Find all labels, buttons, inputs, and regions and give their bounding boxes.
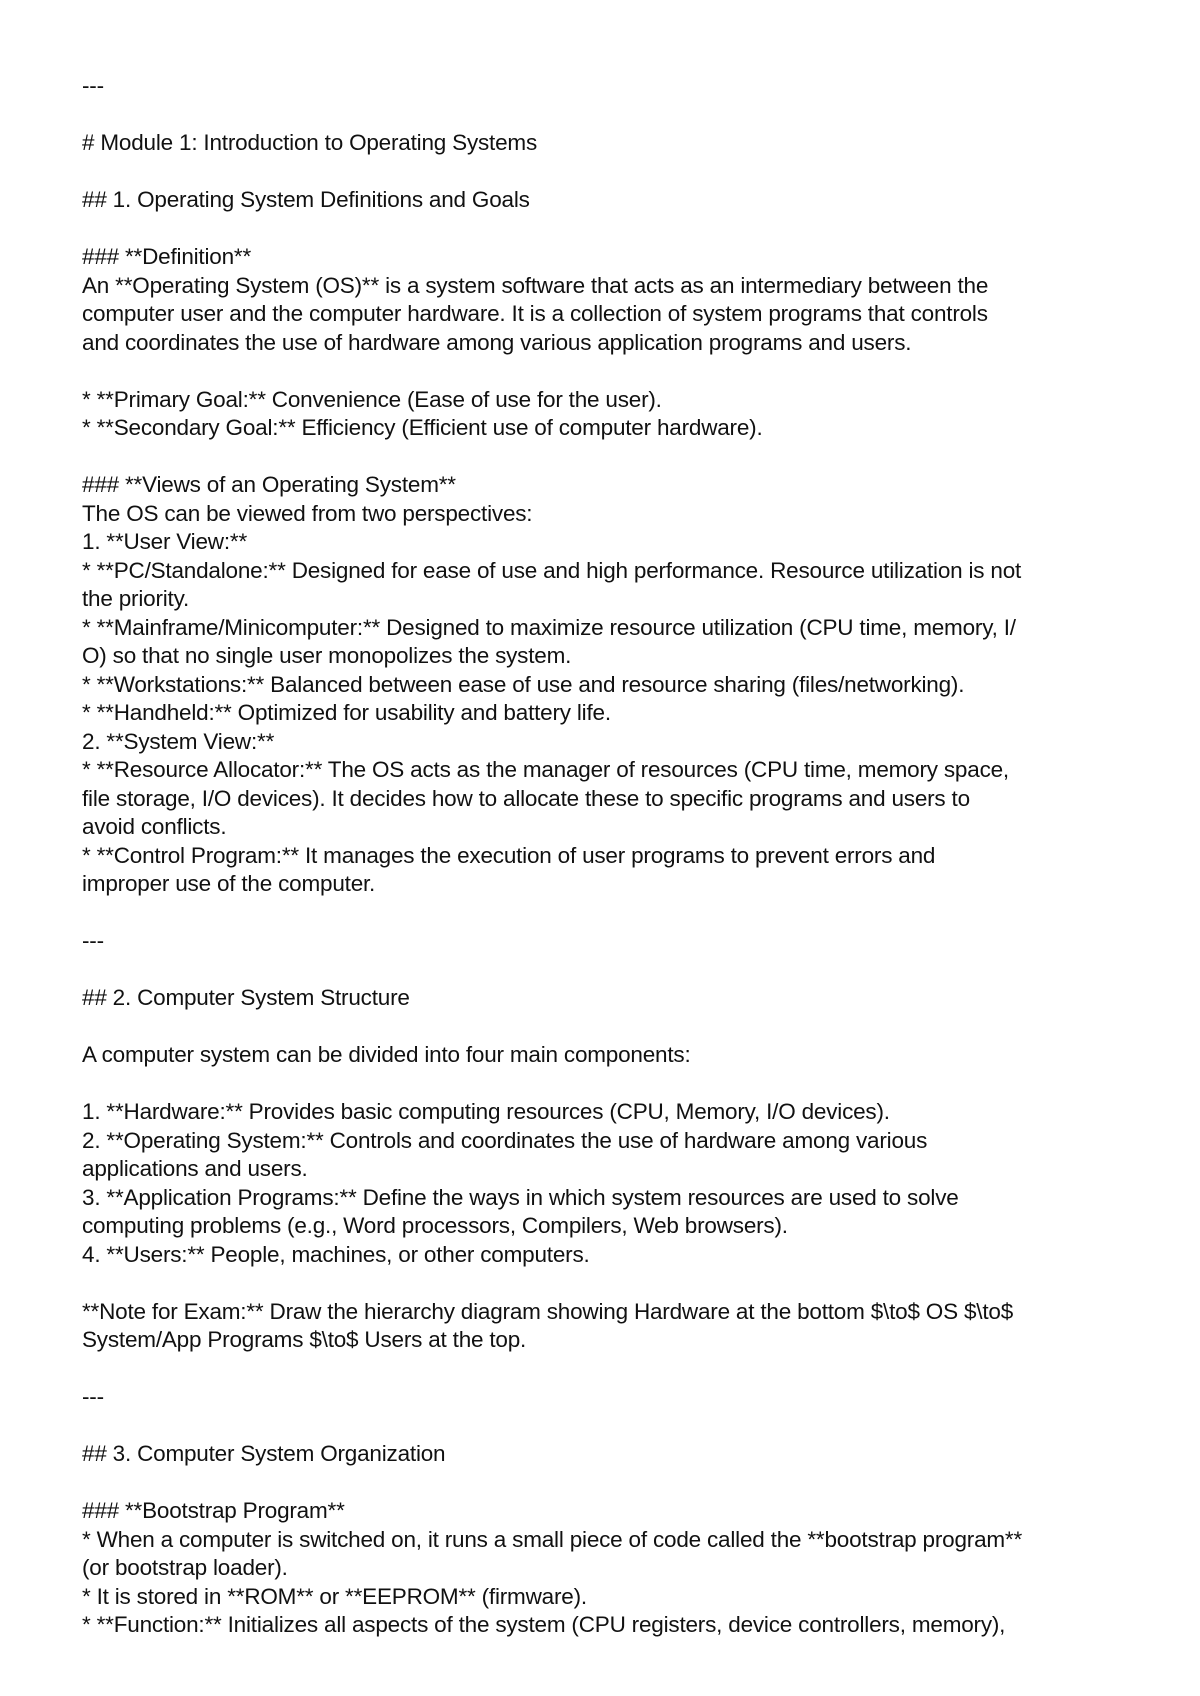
document-body bbox=[82, 72, 1142, 1640]
subsection-heading: ### **Definition** bbox=[82, 244, 252, 269]
blank-line bbox=[82, 1013, 1142, 1042]
text-line: **Note for Exam:** Draw the hierarchy diagram showing Hardware at the bottom $\to$ OS $\to$ bbox=[82, 1298, 1014, 1324]
text-line: System/App Programs $\to$ Users at the top. bbox=[82, 1327, 527, 1352]
numbered-item: 1. **User View:** bbox=[82, 529, 248, 554]
blank-line bbox=[82, 1269, 1142, 1298]
text-line: (or bootstrap loader). bbox=[82, 1555, 288, 1580]
text-line: computing problems (e.g., Word processors, Compilers, Web browsers). bbox=[82, 1213, 788, 1238]
section-heading: ## 2. Computer System Structure bbox=[82, 985, 410, 1010]
blank-line bbox=[82, 1355, 1142, 1384]
bullet-item: * When a computer is switched on, it runs a small piece of code called the **bootstrap program** bbox=[82, 1526, 1023, 1552]
numbered-item: 3. **Application Programs:** Define the ways in which system resources are used to solve bbox=[82, 1184, 959, 1210]
blank-line bbox=[82, 956, 1142, 985]
bullet-item: * It is stored in **ROM** or **EEPROM** (firmware). bbox=[82, 1583, 587, 1609]
bullet-item: * **Primary Goal:** Convenience (Ease of use for the user). bbox=[82, 386, 662, 412]
blank-line bbox=[82, 1070, 1142, 1099]
text-line: An **Operating System (OS)** is a system software that acts as an intermediary between the bbox=[82, 272, 989, 298]
blank-line bbox=[82, 443, 1142, 472]
horizontal-rule: --- bbox=[82, 73, 104, 98]
bullet-item: * **Function:** Initializes all aspects of the system (CPU registers, device controllers, memory), bbox=[82, 1612, 1006, 1637]
bullet-item: * **Resource Allocator:** The OS acts as the manager of resources (CPU time, memory space, bbox=[82, 757, 1009, 782]
horizontal-rule: --- bbox=[82, 1384, 104, 1409]
subsection-heading: ### **Bootstrap Program** bbox=[82, 1498, 345, 1523]
numbered-item: 1. **Hardware:** Provides basic computing resources (CPU, Memory, I/O devices). bbox=[82, 1099, 890, 1124]
text-line: avoid conflicts. bbox=[82, 814, 227, 839]
section-heading: ## 1. Operating System Definitions and Goals bbox=[82, 187, 530, 212]
module-title: # Module 1: Introduction to Operating Systems bbox=[82, 130, 537, 155]
text-line: file storage, I/O devices). It decides how to allocate these to specific programs and users to bbox=[82, 785, 970, 811]
bullet-item: * **Handheld:** Optimized for usability and battery life. bbox=[82, 700, 611, 725]
blank-line bbox=[82, 357, 1142, 386]
numbered-item: 4. **Users:** People, machines, or other computers. bbox=[82, 1241, 590, 1267]
blank-line bbox=[82, 1412, 1142, 1441]
text-line: A computer system can be divided into four main components: bbox=[82, 1042, 691, 1067]
text-line: and coordinates the use of hardware among various application programs and users. bbox=[82, 329, 912, 355]
blank-line bbox=[82, 1469, 1142, 1498]
blank-line bbox=[82, 215, 1142, 244]
section-heading: ## 3. Computer System Organization bbox=[82, 1441, 446, 1466]
blank-line bbox=[82, 158, 1142, 187]
text-line: O) so that no single user monopolizes the system. bbox=[82, 643, 572, 668]
horizontal-rule: --- bbox=[82, 928, 104, 953]
numbered-item: 2. **Operating System:** Controls and coordinates the use of hardware among various bbox=[82, 1127, 928, 1153]
bullet-item: * **Mainframe/Minicomputer:** Designed to maximize resource utilization (CPU time, memory, I/ bbox=[82, 614, 1016, 640]
text-line: the priority. bbox=[82, 586, 190, 611]
blank-line bbox=[82, 101, 1142, 130]
bullet-item: * **Workstations:** Balanced between ease of use and resource sharing (files/networking). bbox=[82, 671, 965, 697]
text-line: computer user and the computer hardware. It is a collection of system programs that controls bbox=[82, 301, 988, 326]
text-line: The OS can be viewed from two perspectives: bbox=[82, 500, 533, 526]
text-line: improper use of the computer. bbox=[82, 871, 376, 896]
blank-line bbox=[82, 899, 1142, 928]
bullet-item: * **PC/Standalone:** Designed for ease of use and high performance. Resource utilization is not bbox=[82, 557, 1022, 583]
numbered-item: 2. **System View:** bbox=[82, 728, 275, 754]
subsection-heading: ### **Views of an Operating System** bbox=[82, 472, 456, 497]
bullet-item: * **Control Program:** It manages the execution of user programs to prevent errors and bbox=[82, 842, 936, 868]
text-line: applications and users. bbox=[82, 1156, 308, 1181]
bullet-item: * **Secondary Goal:** Efficiency (Efficient use of computer hardware). bbox=[82, 415, 763, 440]
